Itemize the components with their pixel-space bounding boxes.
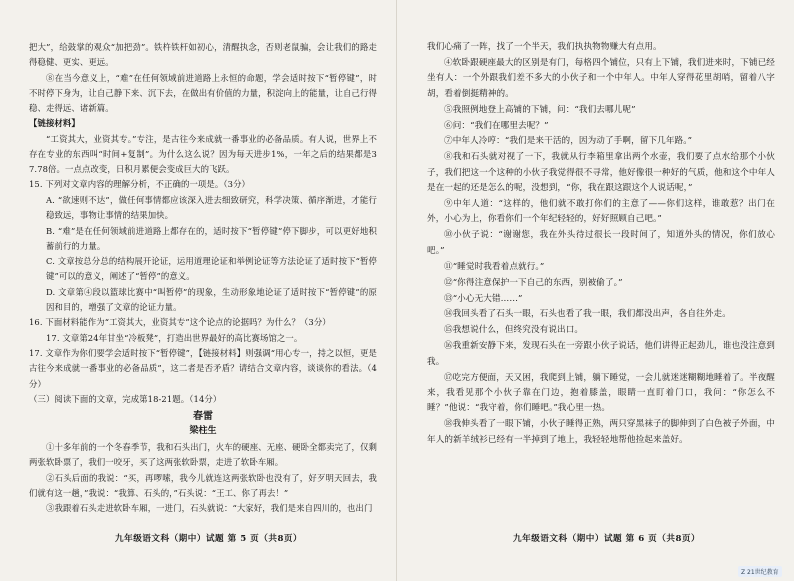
- story-paragraph: 我们心痛了一阵，找了一个半天，我们执执物物赚大有点用。: [427, 42, 662, 52]
- story-paragraph: ⑪“睡觉时我看着点就行。”: [444, 261, 545, 272]
- story-paragraph: ⑭我回头看了石头一眼，石头也看了我一眼，我们都没出声，各自往外走。: [444, 309, 731, 320]
- page-6: [427, 40, 775, 449]
- story-paragraph: ⑧我和石头就对视了一下，我就从行李箱里拿出两个水壶，我们要了点水给那个小伙子，我们把这一个这种的小伙子我觉得很不寻常，他好像很一种好的气质，他和这个中年人是在一起的还是怎么的呢，没想到，“你，我在跟这跟这个人说话呢，”: [427, 152, 775, 194]
- story-author: 梁柱生: [189, 426, 217, 437]
- question-16: 16. 下面材料能作为“工资其大，业资其专”这个论点的论据吗？为什么？（3分）: [29, 317, 331, 328]
- story-paragraph: ③我跟着石头走进软卧车厢，一进门，石头就说：“大家好，我们是来自四川的，也出门: [46, 503, 373, 514]
- link-material-text: “工资其大，业资其专。”专注，是古往今来成就一番事业的必备品质。有人说，世界上不存在专业的东西叫“时间+复制”。为什么这么说？因为每天进步1%，一年之后的结果都是37.78倍。一点点改变，日积月累便会变成巨大的飞跃。: [29, 133, 377, 174]
- story-paragraph: ④软卧跟硬座最大的区别是有门，每格四个铺位，只有上下铺，我们进来时，下铺已经坐有人：一个外跟我们差不多大的小伙子和一个中年人。中年人穿得花里胡哨，留着八字胡，看着倒挺精神的。: [427, 57, 775, 99]
- page-5: [29, 40, 377, 517]
- story-paragraph: ⑰吃完方便面，天又困，我爬到上铺，躺下睡觉，一会儿就迷迷糊糊地睡着了。半夜醒来，我看见那个小伙子靠在门边，抱着膝盖，眼睛一直盯着门口，我问：“你怎么不睡？”他说：“我守着，你们睡吧。”我心里一热。: [427, 372, 775, 414]
- story-paragraph: ①十多年前的一个冬春季节，我和石头出门，火车的硬座、无座、硬卧全都卖完了，仅剩两张软卧票了，我们一咬牙，买了这两张软卧票，走进了软卧车厢。: [29, 442, 377, 468]
- story-paragraph: ⑯我重新安静下来，发现石头在一旁跟小伙子说话，他们讲得正起劲儿，谁也没注意到我。: [427, 341, 775, 367]
- story-paragraph: ⑥问：“我们在哪里去呢？”: [444, 120, 549, 131]
- option-a: A. “欲速则不达”，做任何事情都应该深入进去细致研究，科学决策、循序渐进，才能行稳致远，事物让事情的结果加快。: [46, 194, 377, 221]
- option-b: B. “难”是在任何领域前进道路上都存在的，适时按下“暂停键”停下脚步，可以更好地积蓄前行的力量。: [46, 225, 377, 251]
- story-paragraph: ②石头后面的我说：“买，再啰嗦，我今儿就连这两张软卧也没有了，好歹明天回去，我们就有这一趟，”我说：“我算、石头的，”石头说：“王工、你了再去！”: [29, 472, 377, 498]
- page-fold-divider: [396, 0, 397, 581]
- watermark-logo: Z 21世纪教育: [738, 566, 782, 577]
- story-paragraph: ⑬“小心无大错……”: [444, 293, 523, 304]
- story-paragraph: ⑱我伸头看了一眼下铺，小伙子睡得正熟，两只穿黑袜子的脚伸到了白色被子外面，中年人的新羊绒衫已经有一半掉到了地上，我轻轻地帮他捡起来盖好。: [427, 419, 775, 445]
- story-paragraph: ⑤我照例地登上高铺的下铺，问：“我们去哪儿呢”: [444, 104, 636, 115]
- question-15: 15. 下列对文章内容的理解分析，不正确的一项是。（3分）: [29, 179, 251, 190]
- page-footer-6: 九年级语文科（期中）试题 第 6 页（共8页）: [513, 534, 701, 544]
- option-d: D. 文章第④段以篮球比赛中“叫暂停”的现象，生动形象地论证了适时按下“暂停键”的原因和目的，增强了文章的论证力量。: [46, 286, 377, 312]
- page-footer-5: 九年级语文科（期中）试题 第 5 页（共8页）: [115, 534, 303, 544]
- link-material-heading: 【链接材料】: [29, 118, 80, 129]
- paragraph: ⑧在当今意义上，“难”在任何领域前进道路上永恒的命题，学会适时按下“暂停键”，时不时停下身为，让自己静下来、沉下去，在做出有价值的力量，积淀向上的能量，让自己行得稳、走得远、诸新篇。: [29, 72, 377, 113]
- story-paragraph: ⑦中年人冷哼：“我们是来干活的，因为动了手啊，留下几年路。”: [444, 136, 693, 147]
- question-16-material: 17. 文章第24年甘坐“冷板凳”，打造出世界最好的高比赛场馆之一。: [46, 332, 303, 343]
- story-paragraph: ⑫“你得注意保护一下自己的东西，别被偷了。”: [444, 277, 623, 288]
- option-c: C. 文章按总分总的结构展开论证，运用道理论证和举例论证等方法论证了适时按下“暂停键”可以的意义，阐述了“暂停”的意义。: [46, 256, 377, 282]
- story-title: 春雷: [193, 411, 213, 423]
- story-paragraph: ⑮我想说什么，但终究没有说出口。: [444, 325, 584, 336]
- paragraph: 把大”，给鼓掌的观众“加把劲”。铁杵铁杆如初心，清醒执念，否则老鼠骗，会让我们的路走得稳健、更实、更远。: [29, 42, 377, 68]
- story-paragraph: ⑨中年人道：“这样的，他们就不敢打你们的主意了——你们这样，谁敢惹？出门在外，小心为上，你看你们一个年纪轻轻的，好好照顾自己吧。”: [427, 199, 775, 225]
- reading-section-heading: （三）阅读下面的文章，完成第18-21题。（14分）: [29, 394, 222, 405]
- story-paragraph: ⑩小伙子说：“谢谢您，我在外头待过很长一段时间了，知道外头的情况，你们放心吧。”: [427, 230, 775, 256]
- question-17: 17. 文章作为你们要学会适时按下“暂停键”，【链接材料】则强调“用心专一，持之以恒，更是古往今来成就一番事业的必备品质”，这二者是否矛盾？请结合文章内容，谈谈你的看法。（4分）: [29, 348, 377, 389]
